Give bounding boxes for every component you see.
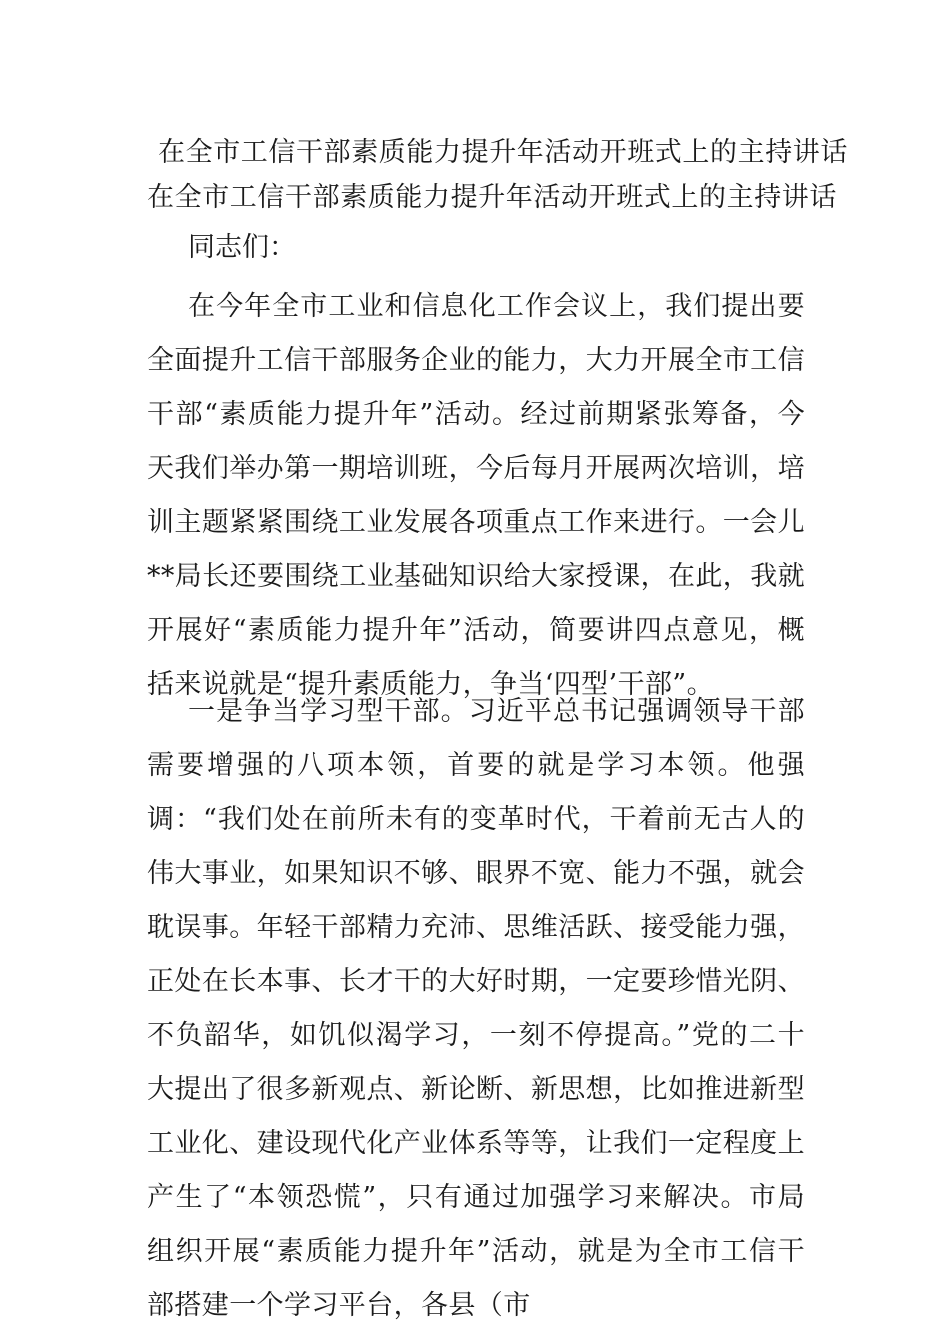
paragraph-intro: 在今年全市工业和信息化工作会议上，我们提出要全面提升工信干部服务企业的能力，大力开展全市工信干部“素质能力提升年”活动。经过前期紧张筹备，今天我们举办第一期培训班，今后每月开展两次培训，培训主题紧紧围绕工业发展各项重点工作来进行。一会儿**局长还要围绕工业基础知识给大家授课，在此，我就开展好“素质能力提升年”活动，简要讲四点意见，概括来说就是“提升素质能力，争当‘四型’干部”。 bbox=[147, 291, 805, 700]
paragraph-point-one: 一是争当学习型干部。习近平总书记强调领导干部需要增强的八项本领，首要的就是学习本领。他强调：“我们处在前所未有的变革时代，干着前无古人的伟大事业，如果知识不够、眼界不宽、能力不强，就会耽误事。年轻干部精力充沛、思维活跃、接受能力强，正处在长本事、长才干的大好时期，一定要珍惜光阴、不负韶华，如饥似渴学习，一刻不停提高。”党的二十大提出了很多新观点、新论断、新思想，比如推进新型工业化、建设现代化产业体系等等，让我们一定程度上产生了“本领恐慌”，只有通过加强学习来解决。市局组织开展“素质能力提升年”活动，就是为全市工信干部搭建一个学习平台，各县（市 bbox=[147, 696, 805, 1321]
document-title: 在全市工信干部素质能力提升年活动开班式上的主持讲话 bbox=[158, 137, 848, 168]
salutation: 同志们： bbox=[188, 232, 296, 263]
document-title-repeat: 在全市工信干部素质能力提升年活动开班式上的主持讲话 bbox=[147, 182, 837, 213]
